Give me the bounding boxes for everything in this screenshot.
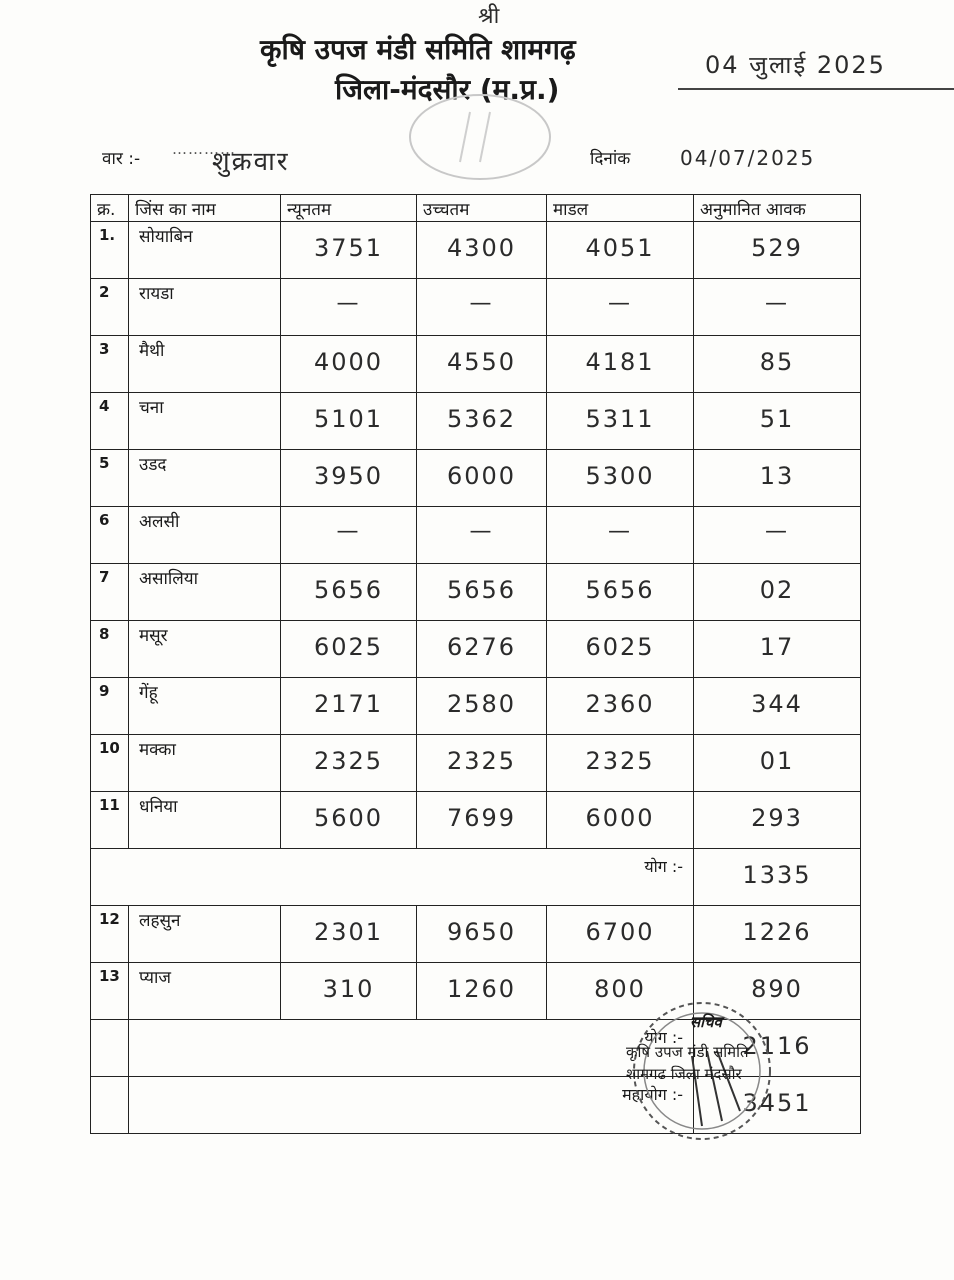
cell-min-price: 3950 — [281, 450, 417, 507]
shri-heading: श्री — [478, 4, 502, 29]
cell-model-price: 6000 — [547, 792, 694, 849]
cell-sno: 3 — [91, 336, 129, 393]
cell-min-price: 2301 — [281, 906, 417, 963]
dinank-label: दिनांक — [590, 149, 631, 169]
cell-max-price: — — [417, 507, 547, 564]
grand-total-value: 3451 — [694, 1077, 861, 1134]
cell-commodity-name: प्याज — [129, 963, 281, 1020]
cell-commodity-name: रायडा — [129, 279, 281, 336]
cell-model-price: 6025 — [547, 621, 694, 678]
cell-commodity-name: अलसी — [129, 507, 281, 564]
table-row — [91, 507, 861, 564]
col-header-arrival: अनुमानित आवक — [694, 195, 861, 222]
rates-table — [90, 194, 861, 1134]
cell-sno: 12 — [91, 906, 129, 963]
cell-max-price: — — [417, 279, 547, 336]
cell-sno: 4 — [91, 393, 129, 450]
cell-arrival: 529 — [694, 222, 861, 279]
dinank-value: 04/07/2025 — [680, 146, 816, 170]
table-row — [91, 279, 861, 336]
cell-max-price: 6276 — [417, 621, 547, 678]
table-row — [91, 906, 861, 963]
cell-commodity-name: लहसुन — [129, 906, 281, 963]
table-row — [91, 564, 861, 621]
col-header-name: जिंस का नाम — [129, 195, 281, 222]
cell-commodity-name: मक्का — [129, 735, 281, 792]
cell-max-price: 4550 — [417, 336, 547, 393]
cell-sno: 10 — [91, 735, 129, 792]
cell-commodity-name: गेंहू — [129, 678, 281, 735]
handwritten-date: 04 जुलाई 2025 — [705, 51, 886, 79]
col-header-min: न्यूनतम — [281, 195, 417, 222]
cell-commodity-name: धनिया — [129, 792, 281, 849]
cell-arrival: 17 — [694, 621, 861, 678]
subtotal-value-2: 2116 — [694, 1020, 861, 1077]
cell-arrival: 1226 — [694, 906, 861, 963]
cell-min-price: 5101 — [281, 393, 417, 450]
cell-sno: 7 — [91, 564, 129, 621]
cell-arrival: 344 — [694, 678, 861, 735]
cell-model-price: 5300 — [547, 450, 694, 507]
cell-sno: 13 — [91, 963, 129, 1020]
cell-sno: 5 — [91, 450, 129, 507]
var-label: वार :- — [102, 149, 141, 169]
cell-max-price: 2580 — [417, 678, 547, 735]
cell-sno: 6 — [91, 507, 129, 564]
cell-arrival: — — [694, 279, 861, 336]
cell-arrival: 890 — [694, 963, 861, 1020]
empty-cell — [91, 1077, 129, 1134]
cell-sno: 2 — [91, 279, 129, 336]
cell-model-price: 5311 — [547, 393, 694, 450]
cell-min-price: 3751 — [281, 222, 417, 279]
subtotal-row-1 — [91, 849, 861, 906]
cell-arrival: 85 — [694, 336, 861, 393]
cell-min-price: 6025 — [281, 621, 417, 678]
cell-model-price: 4181 — [547, 336, 694, 393]
cell-sno: 11 — [91, 792, 129, 849]
cell-sno: 1. — [91, 222, 129, 279]
table-row — [91, 450, 861, 507]
cell-arrival: 51 — [694, 393, 861, 450]
subtotal-label-2: योग :- — [129, 1020, 694, 1077]
cell-min-price: — — [281, 279, 417, 336]
table-header-row — [91, 195, 861, 222]
cell-model-price: 4051 — [547, 222, 694, 279]
cell-model-price: 2325 — [547, 735, 694, 792]
col-header-max: उच्चतम — [417, 195, 547, 222]
cell-model-price: 5656 — [547, 564, 694, 621]
cell-min-price: 5600 — [281, 792, 417, 849]
cell-min-price: 5656 — [281, 564, 417, 621]
cell-min-price: 2325 — [281, 735, 417, 792]
cell-model-price: — — [547, 279, 694, 336]
grand-total-label: महायोग :- — [129, 1077, 694, 1134]
table-row — [91, 621, 861, 678]
cell-min-price: 2171 — [281, 678, 417, 735]
cell-max-price: 5362 — [417, 393, 547, 450]
cell-arrival: 13 — [694, 450, 861, 507]
cell-arrival: — — [694, 507, 861, 564]
subtotal-value-1: 1335 — [694, 849, 861, 906]
empty-cell — [91, 1020, 129, 1077]
cell-model-price: — — [547, 507, 694, 564]
table-row — [91, 678, 861, 735]
date-underline — [678, 88, 954, 90]
var-dots: ………… — [172, 140, 236, 158]
cell-model-price: 6700 — [547, 906, 694, 963]
table-row — [91, 735, 861, 792]
committee-title: कृषि उपज मंडी समिति शामगढ़ — [260, 33, 576, 66]
cell-model-price: 800 — [547, 963, 694, 1020]
subtotal-label-1: योग :- — [91, 849, 694, 906]
cell-max-price: 6000 — [417, 450, 547, 507]
col-header-model: माडल — [547, 195, 694, 222]
cell-max-price: 7699 — [417, 792, 547, 849]
cell-max-price: 5656 — [417, 564, 547, 621]
seal-designation: सचिव — [690, 1013, 722, 1031]
cell-min-price: 310 — [281, 963, 417, 1020]
cell-arrival: 02 — [694, 564, 861, 621]
cell-commodity-name: असालिया — [129, 564, 281, 621]
cell-max-price: 2325 — [417, 735, 547, 792]
cell-commodity-name: सोयाबिन — [129, 222, 281, 279]
cell-sno: 8 — [91, 621, 129, 678]
table-row — [91, 222, 861, 279]
cell-max-price: 4300 — [417, 222, 547, 279]
cell-max-price: 1260 — [417, 963, 547, 1020]
seal-location: शामगढ जिला मंदसौर — [626, 1065, 742, 1083]
cell-min-price: 4000 — [281, 336, 417, 393]
var-value: शुक्रवार — [212, 147, 290, 177]
faint-stamp-icon — [400, 92, 560, 182]
table-row — [91, 792, 861, 849]
cell-commodity-name: मसूर — [129, 621, 281, 678]
cell-arrival: 293 — [694, 792, 861, 849]
seal-committee: कृषि उपज मंडी समिति — [626, 1043, 749, 1061]
cell-commodity-name: उडद — [129, 450, 281, 507]
col-header-sno: क्र. — [91, 195, 129, 222]
table-row — [91, 336, 861, 393]
cell-min-price: — — [281, 507, 417, 564]
cell-arrival: 01 — [694, 735, 861, 792]
cell-commodity-name: मैथी — [129, 336, 281, 393]
cell-max-price: 9650 — [417, 906, 547, 963]
table-row — [91, 393, 861, 450]
cell-model-price: 2360 — [547, 678, 694, 735]
cell-sno: 9 — [91, 678, 129, 735]
district-title: जिला-मंदसौर (म.प्र.) — [335, 73, 560, 106]
cell-commodity-name: चना — [129, 393, 281, 450]
